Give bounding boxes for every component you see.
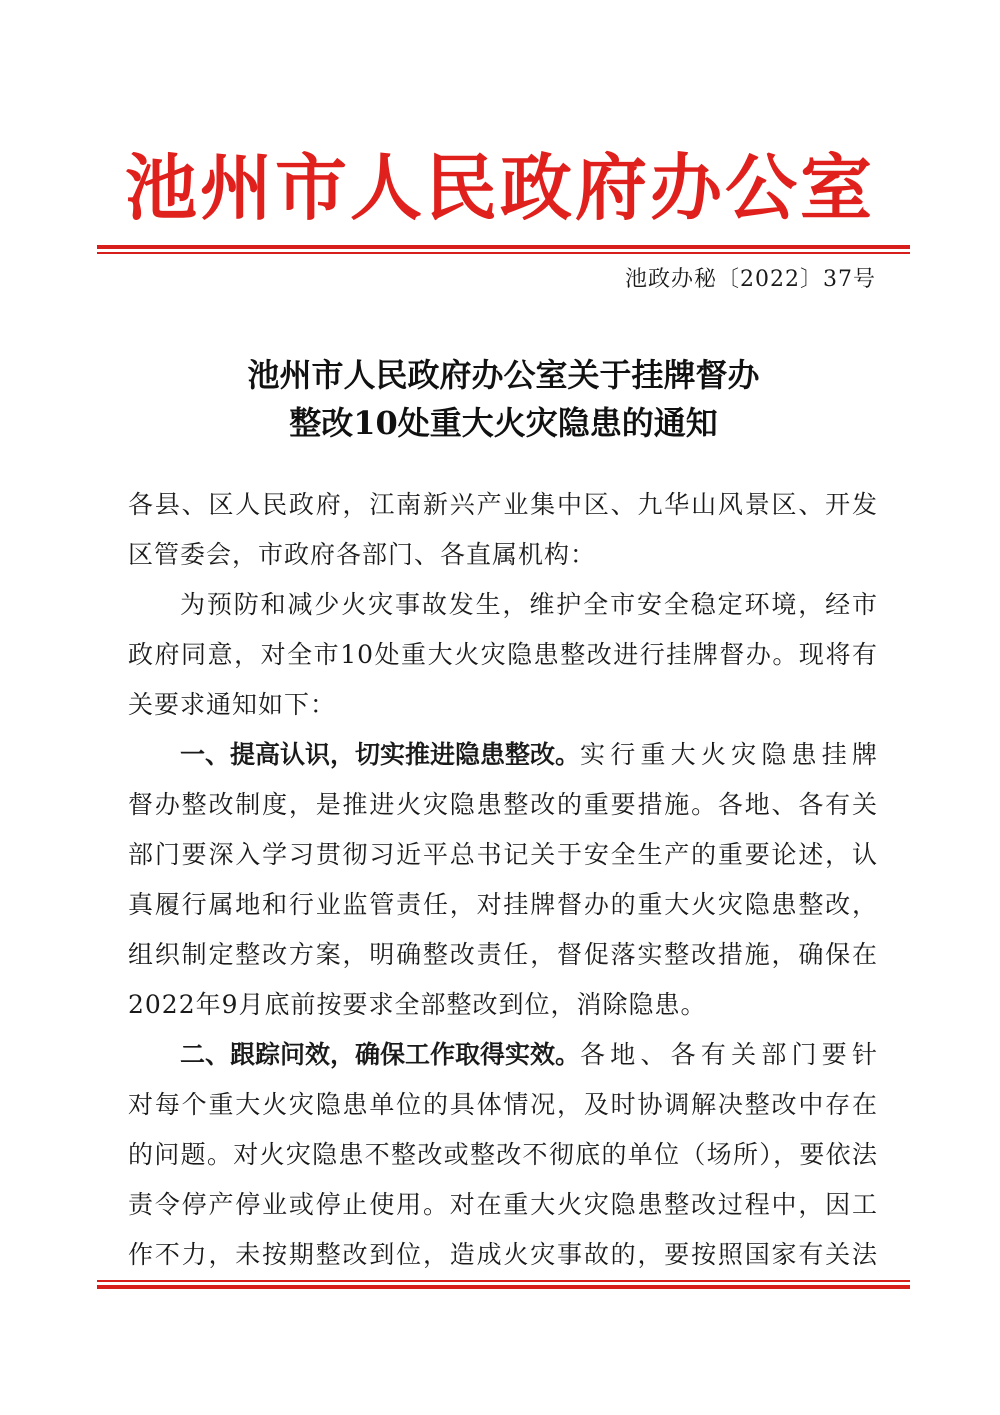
section-2-line-4: 责令停产停业或停止使用。对在重大火灾隐患整改过程中，因工 (128, 1190, 878, 1219)
intro-line-3: 关要求通知如下： (128, 690, 337, 719)
section-1-line-6: 2022年9月底前按要求全部整改到位，消除隐患。 (128, 990, 707, 1019)
recipients-line-1: 各县、区人民政府，江南新兴产业集中区、九华山风景区、开发 (128, 490, 878, 519)
intro-line-1: 为预防和减少火灾事故发生，维护全市安全稳定环境，经市 (180, 590, 878, 619)
section-1-line-3: 部门要深入学习贯彻习近平总书记关于安全生产的重要论述，认 (128, 840, 878, 869)
section-1-first-line (180, 733, 878, 777)
section-2-line-1-text: 各地、各有关部门要针 (580, 1040, 878, 1069)
document-number: 池政办秘〔2022〕37号 (625, 267, 876, 292)
masthead-rule-thick (97, 245, 910, 249)
masthead-org-name: 池州市人民政府办公室 (124, 145, 875, 230)
section-2-line-5: 作不力，未按期整改到位，造成火灾事故的，要按照国家有关法 (128, 1240, 878, 1269)
section-1-heading: 一、提高认识，切实推进隐患整改。 (180, 740, 581, 769)
footer-rule-thick (97, 1285, 910, 1289)
section-1-line-4: 真履行属地和行业监管责任，对挂牌督办的重大火灾隐患整改， (128, 890, 878, 919)
intro-line-2: 政府同意，对全市10处重大火灾隐患整改进行挂牌督办。现将有 (128, 640, 878, 669)
section-2-line-3: 的问题。对火灾隐患不整改或整改不彻底的单位（场所），要依法 (128, 1140, 878, 1169)
recipients-line-2: 区管委会，市政府各部门、各直属机构： (128, 540, 597, 569)
section-2-first-line (180, 1033, 878, 1077)
section-2-heading: 二、跟踪问效，确保工作取得实效。 (180, 1040, 581, 1069)
masthead-rule-thin (97, 252, 910, 254)
section-2-line-2: 对每个重大火灾隐患单位的具体情况，及时协调解决整改中存在 (128, 1090, 878, 1119)
footer-rule-thin (97, 1280, 910, 1282)
document-title-line-1: 池州市人民政府办公室关于挂牌督办 (247, 356, 760, 394)
section-1-line-5: 组织制定整改方案，明确整改责任，督促落实整改措施，确保在 (128, 940, 878, 969)
section-1-line-1-text: 实行重大火灾隐患挂牌 (580, 740, 878, 769)
section-1-line-2: 督办整改制度，是推进火灾隐患整改的重要措施。各地、各有关 (128, 790, 878, 819)
document-title-line-2: 整改10处重大火灾隐患的通知 (289, 404, 718, 442)
